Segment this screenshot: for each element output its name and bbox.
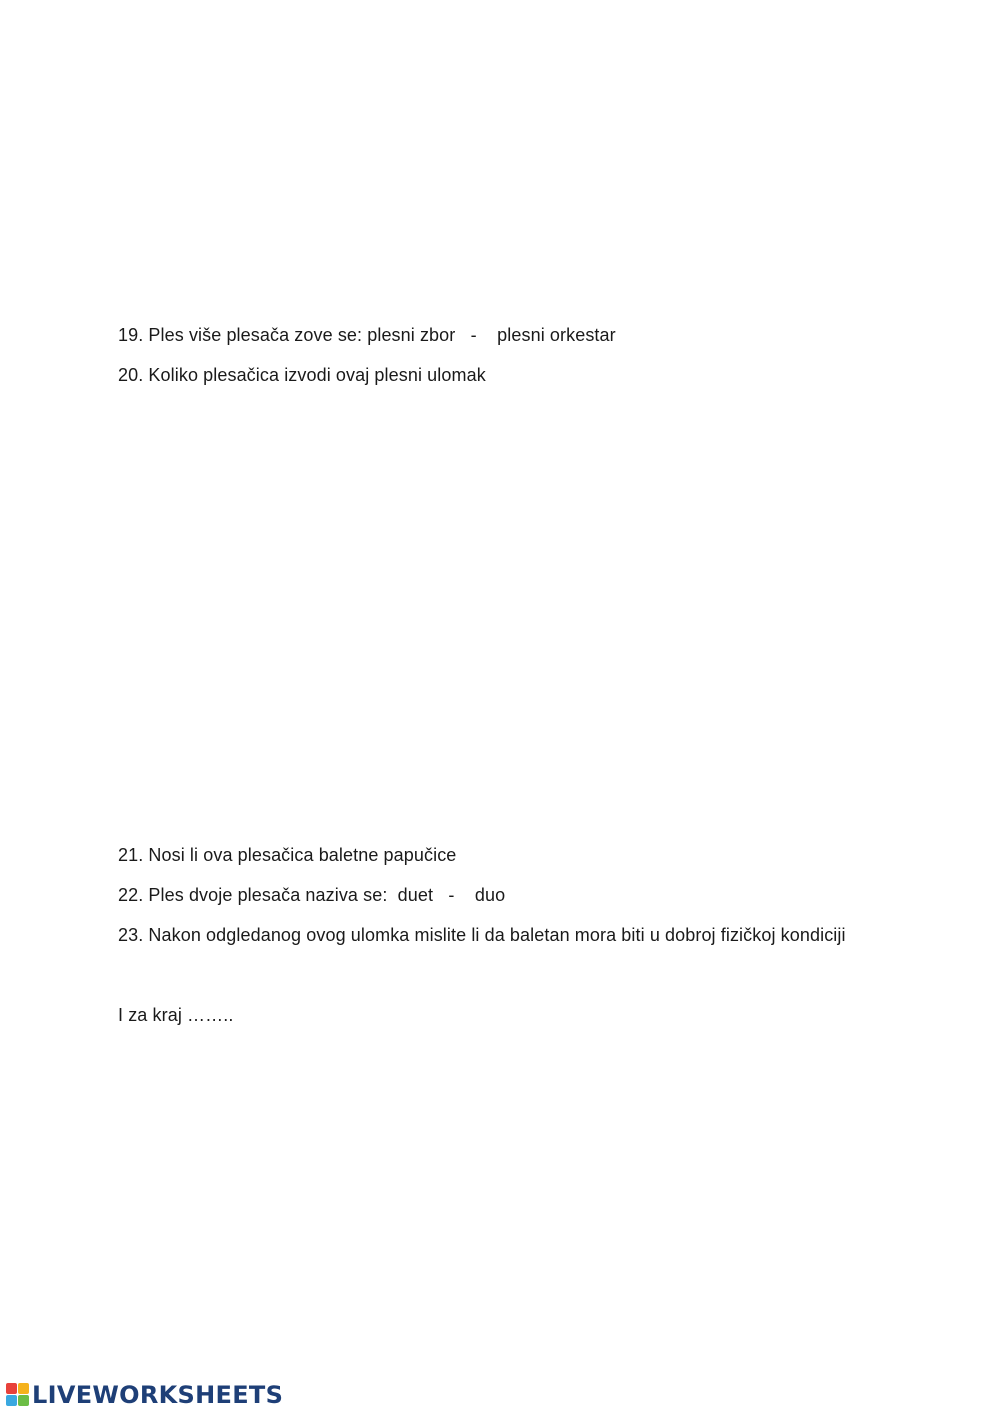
question-19: 19. Ples više plesača zove se: plesni zbor - plesni orkestar — [118, 325, 616, 345]
logo-text: LIVEWORKSHEETS — [32, 1381, 284, 1409]
question-23: 23. Nakon odgledanog ovog ulomka mislite li da baletan mora biti u dobroj fizičkoj kondiciji — [118, 925, 846, 945]
question-20: 20. Koliko plesačica izvodi ovaj plesni ulomak — [118, 365, 486, 385]
question-22: 22. Ples dvoje plesača naziva se: duet - duo — [118, 885, 506, 905]
closing-text: I za kraj …….. — [118, 1005, 234, 1025]
liveworksheets-logo — [6, 1380, 283, 1410]
question-21: 21. Nosi li ova plesačica baletne papučice — [118, 845, 457, 865]
liveworksheets-logo-icon — [6, 1383, 30, 1407]
